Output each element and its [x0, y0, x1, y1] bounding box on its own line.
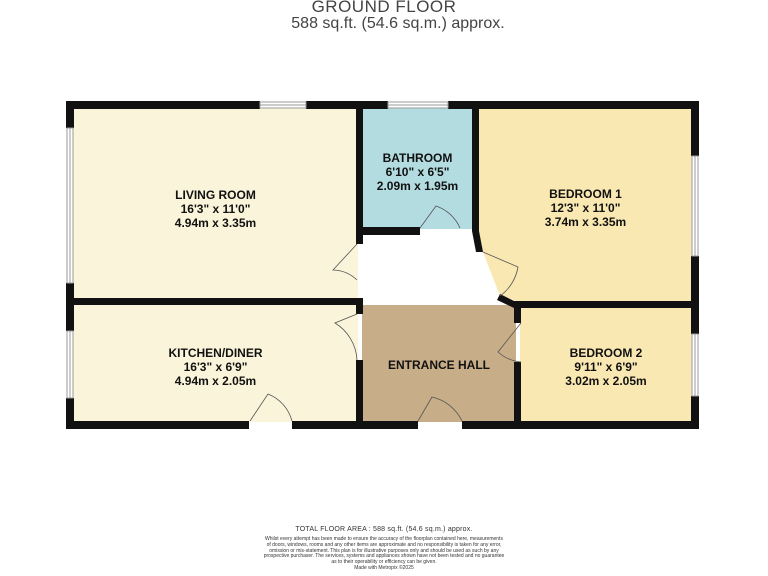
bathroom-name: BATHROOM — [382, 151, 453, 165]
living-room-imperial: 16'3" x 11'0" — [180, 202, 251, 216]
disclaimer-line: prospective purchaser. The services, systems and appliances shown have not been tested and no guarantee — [263, 553, 505, 560]
bathroom-metric: 2.09m x 1.95m — [376, 179, 459, 193]
entrance-hall-name: ENTRANCE HALL — [388, 358, 490, 372]
bedroom-1-imperial: 12'3" x 11'0" — [550, 201, 621, 215]
bedroom-1-label — [479, 187, 692, 229]
living-room-name: LIVING ROOM — [175, 188, 256, 202]
bathroom-imperial: 6'10" x 6'5" — [385, 165, 450, 179]
entrance-hall-label — [362, 358, 516, 372]
floor-area: 588 sq.ft. (54.6 sq.m.) approx. — [291, 15, 505, 32]
front-door-opening — [418, 422, 462, 428]
disclaimer-line: as to their operability or efficiency can be given. — [331, 559, 437, 566]
disclaimer-line: Whilst every attempt has been made to ensure the accuracy of the floorplan contained here, measurements — [265, 536, 503, 542]
bedroom-1-name: BEDROOM 1 — [549, 187, 622, 201]
bathroom-label — [362, 151, 473, 193]
disclaimer-line: of doors, windows, rooms and any other items are approximate and no responsibility is taken for any error, — [266, 541, 502, 548]
made-with-credit: Made with Metropix ©2025 — [354, 564, 414, 571]
bedroom-2-imperial: 9'11" x 6'9" — [574, 360, 638, 374]
bedroom-2-metric: 3.02m x 2.05m — [565, 374, 647, 388]
living-room-label — [73, 188, 358, 230]
kitchen-name: KITCHEN/DINER — [168, 346, 263, 360]
total-floor-area: TOTAL FLOOR AREA : 588 sq.ft. (54.6 sq.m.) approx. — [295, 526, 473, 533]
living-room-metric: 4.94m x 3.35m — [174, 216, 257, 230]
kitchen-metric: 4.94m x 2.05m — [174, 374, 257, 388]
bedroom-2-label — [520, 346, 692, 388]
bedroom-2-name: BEDROOM 2 — [569, 346, 643, 360]
kitchen-label — [73, 346, 358, 388]
bedroom-1-metric: 3.74m x 3.35m — [544, 215, 627, 229]
floor-title: GROUND FLOOR — [311, 0, 457, 16]
disclaimer — [248, 537, 520, 572]
disclaimer-line: omission or mis-statement. This plan is for illustrative purposes only and should be used as such by any — [269, 547, 499, 554]
kitchen-imperial: 16'3" x 6'9" — [183, 360, 248, 374]
kitchen-door-opening — [249, 422, 292, 428]
